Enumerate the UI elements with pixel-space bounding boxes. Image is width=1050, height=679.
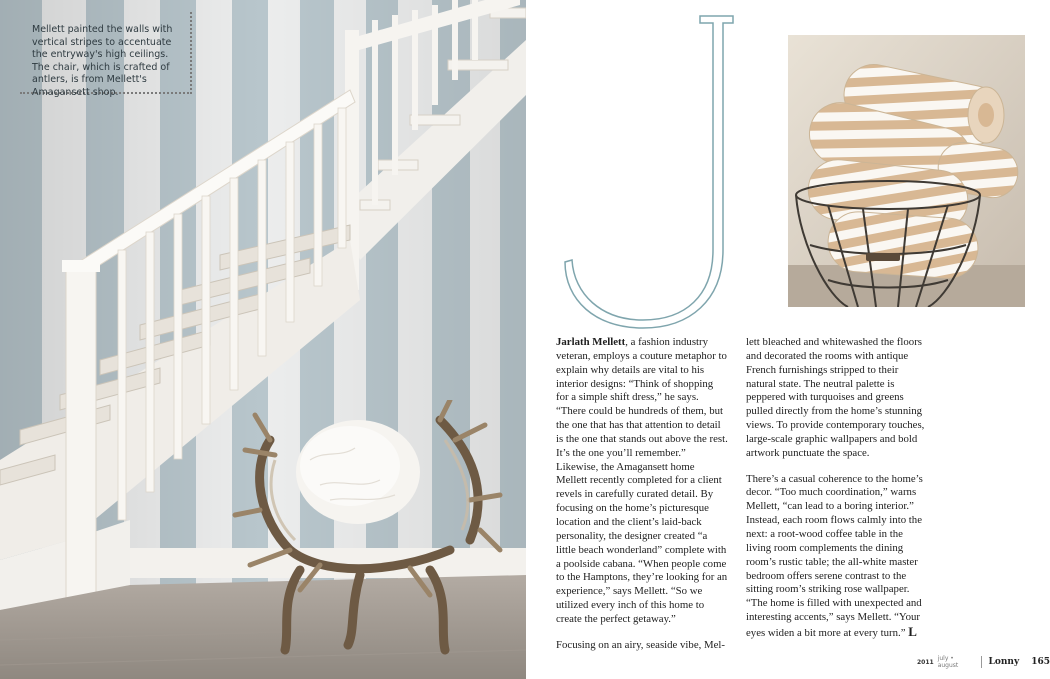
- article-paragraph: Focusing on an airy, seaside vibe, Mel-: [556, 638, 726, 651]
- folio-issue: july • august: [937, 655, 959, 669]
- article-paragraph: [556, 336, 728, 627]
- article-paragraph: lett bleached and whitewashed the floors and decorated the rooms with antique French furnishings stripped to their natural state. The neutral palette is peppered with turquoises and greens pulled directly from the home’s stunning views. To provide contemporary touches, large-scale graphic wallpapers and bold artwork punctuate the space.: [746, 336, 925, 459]
- paragraph-text: There’s a casual coherence to the home’s decor. “Too much coordination,” warns Mellett, “can lead to a boring interior.” Instead, each room flows calmly into the next: a root-wood coffee table in the living room complements the dining room’s rustic table; the all-white master bedroom offers serene contrast to the sitting room’s striking rose wallpaper. “The home is filled with unexpected and interesting accents,” says Mellett. “Your eyes widen a bit more at every turn.”: [746, 472, 923, 639]
- antler-chair-photo: [230, 400, 530, 660]
- page-number: 165: [1031, 657, 1050, 667]
- drop-cap-letter: [555, 10, 745, 330]
- towel-basket-photo: [788, 35, 1025, 307]
- folio-magazine: Lonny: [988, 657, 1020, 667]
- article-column-1: [556, 336, 728, 665]
- caption-text: Mellett painted the walls with vertical stripes to accentuate the entryway's high ceilings. The chair, which is crafted of antlers, is from Mellett's Amagansett shop.: [32, 24, 173, 98]
- folio-divider: [981, 656, 982, 668]
- end-mark: L: [908, 623, 917, 639]
- page-folio: [917, 655, 1050, 669]
- folio-year: 2011: [917, 658, 934, 666]
- article-column-2: [746, 336, 926, 653]
- photo-caption: [20, 12, 192, 98]
- article-paragraph: [746, 473, 926, 641]
- lead-name: Jarlath Mellett: [556, 336, 626, 348]
- paragraph-text: , a fashion industry veteran, employs a couture metaphor to explain why details are vital to his interior designs: “Think of shopping for a simple shift dress,” he says. “There could be hundreds of them, but the one that has that attention to detail is the one that stands out above the rest. It’s the one you’ll remember.” Likewise, the Amagansett home Mellett recently completed for a client revels in carefully curated detail. By focusing on the home’s picturesque location and the client’s laid-back personality, the designer created “a little beach wonderland” complete with a poolside cabana. “When people come to the Hamptons, they’re looking for an experience,” says Mellett. “So we utilized every inch of this home to create the perfect getaway.”: [556, 336, 728, 625]
